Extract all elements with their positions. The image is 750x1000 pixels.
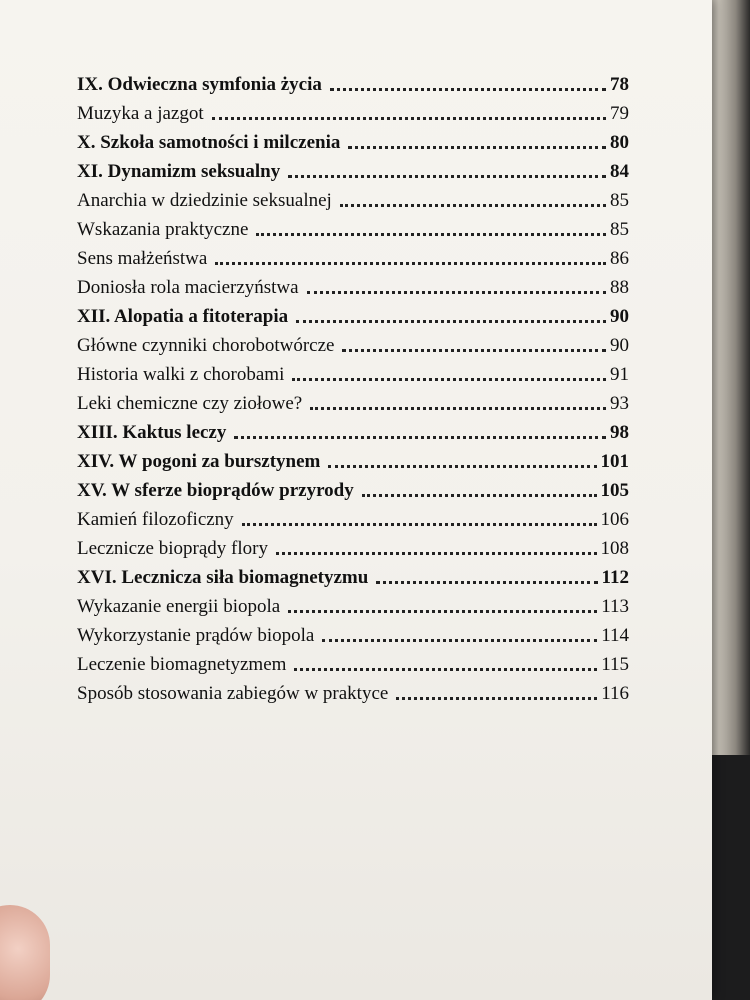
toc-entry: [77, 358, 629, 387]
toc-entry-page: 90: [610, 335, 629, 356]
toc-entry-page: 78: [610, 74, 629, 95]
dot-leader: [242, 523, 597, 526]
toc-entry-page: 79: [610, 103, 629, 124]
toc-entry-title: Główne czynniki chorobotwórcze: [77, 335, 335, 356]
toc-entry-title: Wskazania praktyczne: [77, 219, 249, 240]
toc-entry: [77, 68, 629, 97]
toc-entry-title: Muzyka a jazgot: [77, 103, 204, 124]
toc-entry-title: Wykazanie energii biopola: [77, 596, 281, 617]
dot-leader: [292, 378, 606, 381]
toc-entry-page: 101: [600, 451, 629, 472]
toc-entry-page: 80: [610, 132, 629, 153]
toc-entry-title: Sens małżeństwa: [77, 248, 208, 269]
toc-entry-title: XIII. Kaktus leczy: [77, 422, 227, 443]
toc-entry: [77, 300, 629, 329]
toc-entry: [77, 184, 629, 213]
dot-leader: [340, 204, 606, 207]
dot-leader: [396, 697, 597, 700]
dot-leader: [348, 146, 606, 149]
dot-leader: [215, 262, 606, 265]
toc-entry: [77, 503, 629, 532]
toc-entry: [77, 590, 629, 619]
dot-leader: [328, 465, 596, 468]
toc-entry: [77, 155, 629, 184]
toc-entry: [77, 387, 629, 416]
toc-entry-page: 90: [610, 306, 629, 327]
toc-entry-page: 98: [610, 422, 629, 443]
toc-entry: [77, 242, 629, 271]
dot-leader: [307, 291, 606, 294]
toc-entry-title: Lecznicze bioprądy flory: [77, 538, 268, 559]
toc-entry: [77, 213, 629, 242]
toc-entry-title: Leki chemiczne czy ziołowe?: [77, 393, 303, 414]
toc-entry-title: Kamień filozoficzny: [77, 509, 234, 530]
toc-entry: [77, 445, 629, 474]
toc-entry-page: 106: [600, 509, 629, 530]
dot-leader: [288, 610, 597, 613]
toc-entry-title: Wykorzystanie prądów biopola: [77, 625, 315, 646]
dot-leader: [288, 175, 606, 178]
toc-entry-page: 112: [601, 567, 629, 588]
toc-entry-page: 115: [601, 654, 629, 675]
toc-entry: [77, 97, 629, 126]
toc-entry-page: 85: [610, 190, 629, 211]
toc-entry: [77, 648, 629, 677]
toc-entry: [77, 126, 629, 155]
toc-entry-title: Sposób stosowania zabiegów w praktyce: [77, 683, 389, 704]
toc-entry: [77, 561, 629, 590]
toc-entry-page: 88: [610, 277, 629, 298]
dot-leader: [296, 320, 606, 323]
toc-entry-title: XV. W sferze bioprądów przyrody: [77, 480, 354, 501]
toc-entry-title: Anarchia w dziedzinie seksualnej: [77, 190, 332, 211]
dot-leader: [362, 494, 597, 497]
toc-entry-page: 84: [610, 161, 629, 182]
toc-entry-page: 93: [610, 393, 629, 414]
dot-leader: [256, 233, 606, 236]
toc-entry-title: Historia walki z chorobami: [77, 364, 285, 385]
dot-leader: [322, 639, 597, 642]
dot-leader: [294, 668, 597, 671]
toc-entry-title: XVI. Lecznicza siła biomagnetyzmu: [77, 567, 369, 588]
toc-entry: [77, 677, 629, 706]
toc-entry: [77, 619, 629, 648]
toc-entry-page: 113: [601, 596, 629, 617]
toc-entry: [77, 474, 629, 503]
toc-entry-title: Leczenie biomagnetyzmem: [77, 654, 287, 675]
toc-entry-page: 91: [610, 364, 629, 385]
toc-entry-title: XIV. W pogoni za bursztynem: [77, 451, 321, 472]
dot-leader: [310, 407, 606, 410]
dot-leader: [376, 581, 597, 584]
dot-leader: [276, 552, 597, 555]
toc-entry-page: 86: [610, 248, 629, 269]
dot-leader: [330, 88, 606, 91]
toc-entry-title: XII. Alopatia a fitoterapia: [77, 306, 289, 327]
table-of-contents: [77, 68, 629, 706]
dot-leader: [342, 349, 606, 352]
toc-entry-page: 116: [601, 683, 629, 704]
toc-entry: [77, 416, 629, 445]
dot-leader: [234, 436, 606, 439]
toc-entry-title: Doniosła rola macierzyństwa: [77, 277, 299, 298]
toc-entry: [77, 532, 629, 561]
toc-entry-title: X. Szkoła samotności i milczenia: [77, 132, 341, 153]
toc-entry-page: 105: [600, 480, 629, 501]
toc-entry-page: 114: [601, 625, 629, 646]
toc-entry: [77, 329, 629, 358]
dot-leader: [212, 117, 606, 120]
toc-entry-page: 85: [610, 219, 629, 240]
toc-entry-page: 108: [600, 538, 629, 559]
toc-entry-title: IX. Odwieczna symfonia życia: [77, 74, 322, 95]
toc-entry-title: XI. Dynamizm seksualny: [77, 161, 281, 182]
toc-entry: [77, 271, 629, 300]
